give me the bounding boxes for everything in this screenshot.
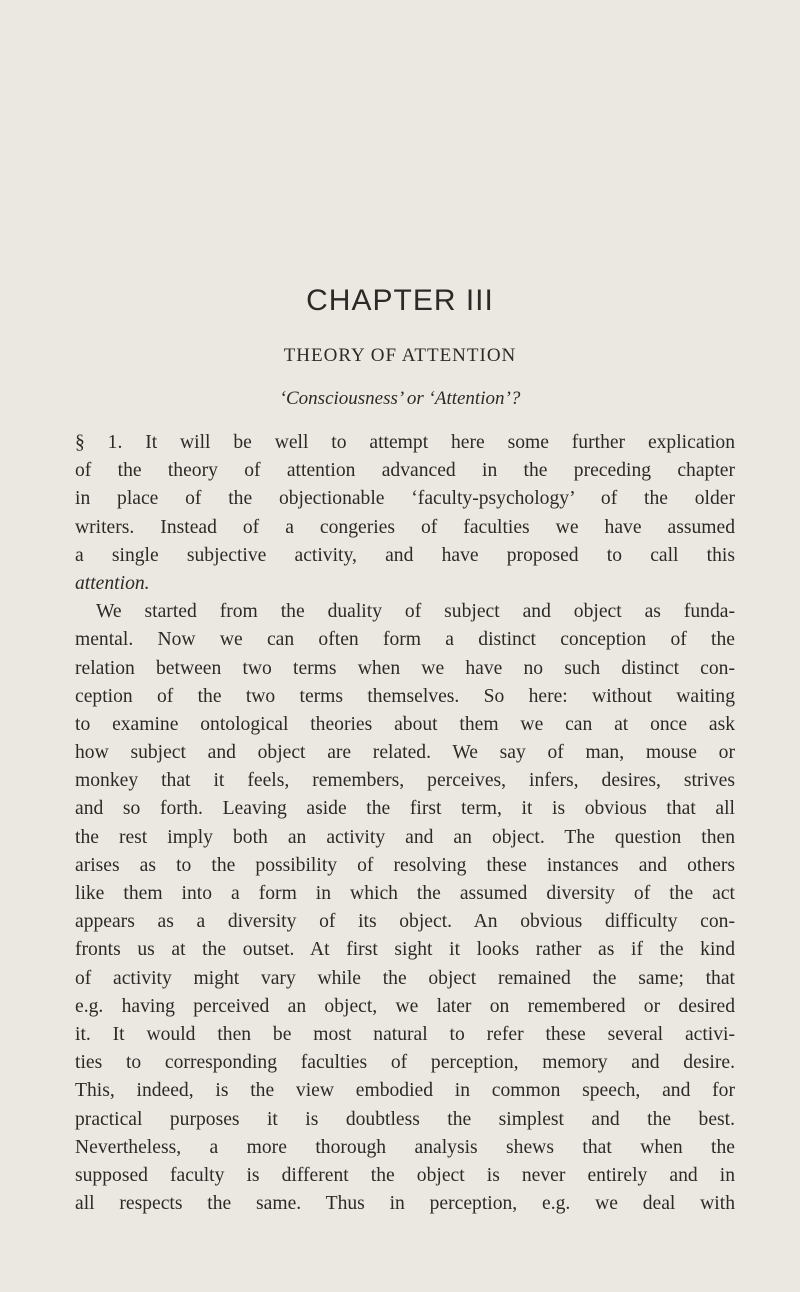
chapter-heading: CHAPTER III — [306, 284, 494, 317]
text-line — [75, 570, 735, 598]
section-subtitle: ‘Consciousness’ or ‘Attention’? — [279, 388, 521, 409]
text-line: This, indeed, is the view embodied in common speech, and for — [75, 1080, 735, 1102]
text-line: all respects the same. Thus in perception, e.g. we deal with — [75, 1193, 735, 1215]
text-line: arises as to the possibility of resolving these instances and others — [75, 854, 735, 876]
text-line: and so forth. Leaving aside the first term, it is obvious that all — [75, 798, 735, 820]
text-line: how subject and object are related. We say of man, mouse or — [75, 742, 735, 764]
text-line: appears as a diversity of its object. An obvious difficulty con- — [75, 911, 735, 933]
text-line: of the theory of attention advanced in the preceding chapter — [75, 460, 735, 482]
text-line: a single subjective activity, and have proposed to call this — [75, 544, 735, 566]
text-line: fronts us at the outset. At first sight it looks rather as if the kind — [75, 939, 735, 961]
emphasis: attention. — [75, 572, 150, 594]
text-line: mental. Now we can often form a distinct conception of the — [75, 629, 735, 651]
body-text — [75, 429, 735, 1218]
text-line: of activity might vary while the object remained the same; that — [75, 967, 735, 989]
text-line: relation between two terms when we have no such distinct con- — [75, 657, 735, 679]
text-line: supposed faculty is different the object is never entirely and in — [75, 1164, 735, 1186]
text-line: e.g. having perceived an object, we later on remembered or desired — [75, 995, 735, 1017]
text-line: practical purposes it is doubtless the simplest and the best. — [75, 1108, 735, 1130]
text-line: ties to corresponding faculties of perception, memory and desire. — [75, 1052, 735, 1074]
text-line: We started from the duality of subject and object as funda- — [96, 601, 735, 623]
text-line: ception of the two terms themselves. So here: without waiting — [75, 685, 735, 707]
text-line: Nevertheless, a more thorough analysis shews that when the — [75, 1136, 735, 1158]
text-line: writers. Instead of a congeries of faculties we have assumed — [75, 516, 735, 538]
text-line: to examine ontological theories about them we can at once ask — [75, 713, 735, 735]
text-line: the rest imply both an activity and an object. The question then — [75, 826, 735, 848]
text-line: like them into a form in which the assumed diversity of the act — [75, 883, 735, 904]
text-line: monkey that it feels, remembers, perceives, infers, desires, strives — [75, 770, 735, 792]
text-line: it. It would then be most natural to refer these several activi- — [75, 1023, 735, 1045]
text-line: in place of the objectionable ‘faculty-psychology’ of the older — [75, 488, 735, 510]
chapter-title: THEORY OF ATTENTION — [283, 345, 517, 366]
text-line: § 1. It will be well to attempt here some further explication — [75, 432, 735, 453]
